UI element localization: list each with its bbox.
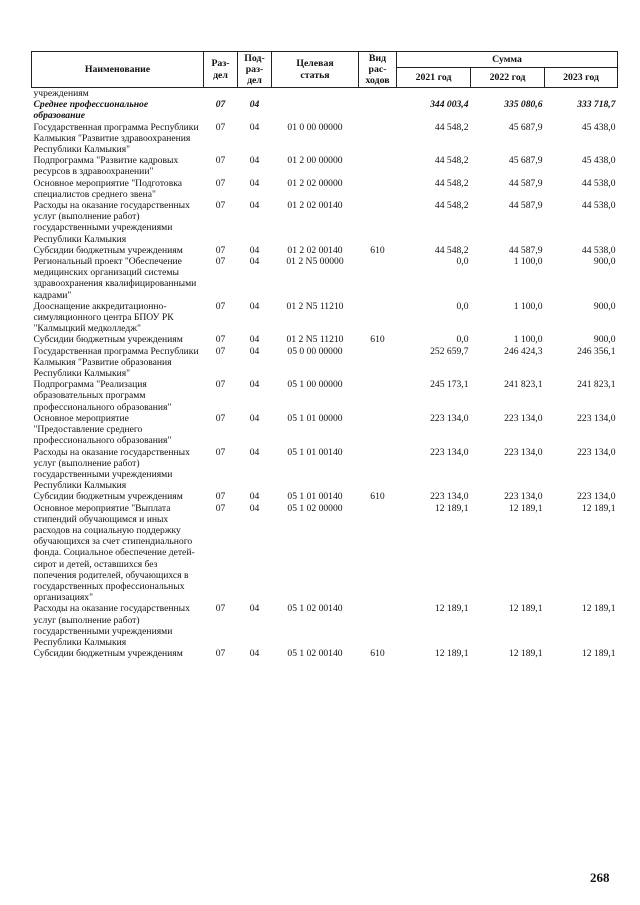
cell-vid-rashodov: 610: [370, 648, 385, 660]
cell-sum-2022: 12 189,1: [508, 648, 543, 660]
cell-sum-2022: 335 080,6: [504, 99, 543, 111]
cell-sum-2021: 44 548,2: [434, 121, 469, 133]
cell-podrazdel: [238, 88, 272, 100]
cell-sum-2022: 44 587,9: [508, 244, 543, 256]
cell-razdel: 07: [215, 177, 226, 189]
cell-razdel: 07: [215, 502, 226, 514]
cell-razdel: 07: [215, 345, 226, 357]
page-number: 268: [590, 870, 610, 885]
cell-celevaya-statya: 01 2 02 00140: [287, 244, 343, 256]
cell-celevaya-statya: 05 1 01 00140: [287, 491, 343, 503]
cell-sum-2023: 44 538,0: [581, 200, 616, 212]
cell-sum-2023: 333 718,7: [577, 99, 616, 111]
budget-table: [31, 51, 618, 659]
cell-vid-rashodov: [359, 346, 397, 380]
cell-name: Подпрограмма "Развитие кадровых ресурсов в здравоохранении": [33, 155, 179, 178]
header-celevaya-statya: Целевая статья: [272, 52, 359, 88]
cell-celevaya-statya: [272, 99, 359, 121]
header-year-2021: 2021 год: [397, 68, 471, 88]
cell-razdel: 07: [215, 334, 226, 346]
cell-vid-rashodov: [359, 379, 397, 413]
table-row: [32, 200, 618, 245]
cell-name: Субсидии бюджетным учреждениям: [33, 491, 183, 503]
cell-sum-2021: [397, 88, 471, 100]
cell-podrazdel: 04: [249, 446, 260, 458]
cell-sum-2022: 12 189,1: [508, 603, 543, 615]
cell-name: Региональный проект "Обеспечение медицинских организаций системы здравоохранения квалифицированными кадрами": [33, 256, 197, 301]
cell-podrazdel: 04: [249, 200, 260, 212]
cell-sum-2023: 246 356,1: [577, 345, 616, 357]
cell-celevaya-statya: 05 1 01 00140: [287, 446, 343, 458]
cell-sum-2021: 344 003,4: [430, 99, 469, 111]
cell-sum-2021: 245 173,1: [430, 379, 469, 391]
cell-sum-2023: 44 538,0: [581, 177, 616, 189]
cell-sum-2021: 44 548,2: [434, 244, 469, 256]
cell-sum-2023: 223 134,0: [577, 446, 616, 458]
table-row: [32, 178, 618, 200]
cell-sum-2021: 12 189,1: [434, 603, 469, 615]
cell-razdel: 07: [215, 155, 226, 167]
cell-vid-rashodov: [359, 155, 397, 177]
cell-vid-rashodov: [359, 99, 397, 121]
cell-razdel: 07: [215, 379, 226, 391]
cell-sum-2021: 44 548,2: [434, 155, 469, 167]
cell-vid-rashodov: [359, 178, 397, 200]
header-name: Наименование: [32, 52, 204, 88]
cell-sum-2023: 12 189,1: [581, 603, 616, 615]
header-razdel: Раз- дел: [204, 52, 238, 88]
cell-name: Подпрограмма "Реализация образовательных программ профессионального образования": [33, 379, 172, 413]
cell-podrazdel: 04: [249, 334, 260, 346]
cell-sum-2022: 44 587,9: [508, 177, 543, 189]
cell-name: Дооснащение аккредитационно-симуляционного центра БПОУ РК "Калмыцкий медколледж": [33, 300, 174, 335]
table-row: [32, 447, 618, 492]
cell-vid-rashodov: 610: [370, 334, 385, 346]
cell-vid-rashodov: [359, 256, 397, 301]
cell-celevaya-statya: 01 2 00 00000: [287, 155, 343, 167]
cell-sum-2023: 900,0: [593, 256, 616, 268]
cell-sum-2022: 45 687,9: [508, 155, 543, 167]
cell-vid-rashodov: [359, 88, 397, 100]
cell-sum-2022: 44 587,9: [508, 200, 543, 212]
table-row: [32, 491, 618, 502]
cell-sum-2021: 0,0: [456, 256, 469, 268]
cell-celevaya-statya: 05 1 02 00140: [287, 603, 343, 615]
cell-sum-2022: 246 424,3: [504, 345, 543, 357]
cell-sum-2023: 45 438,0: [581, 121, 616, 133]
cell-vid-rashodov: [359, 301, 397, 335]
cell-sum-2022: 241 823,1: [504, 379, 543, 391]
table-row: [32, 346, 618, 380]
cell-name: Субсидии бюджетным учреждениям: [33, 334, 183, 346]
cell-name: Среднее профессиональное образование: [33, 99, 149, 122]
header-year-2023: 2023 год: [545, 68, 618, 88]
cell-celevaya-statya: 01 0 00 00000: [287, 121, 343, 133]
cell-name: Государственная программа Республики Калмыкия "Развитие здравоохранения Республики Калмыкия": [33, 121, 199, 156]
cell-celevaya-statya: 01 2 N5 00000: [286, 256, 344, 268]
cell-vid-rashodov: [359, 603, 397, 648]
cell-sum-2021: 223 134,0: [430, 412, 469, 424]
cell-sum-2021: 12 189,1: [434, 648, 469, 660]
cell-name: учреждениям: [33, 88, 89, 99]
header-vid-rashodov: Вид рас- ходов: [359, 52, 397, 88]
cell-vid-rashodov: [359, 447, 397, 492]
cell-celevaya-statya: 01 2 N5 11210: [286, 334, 344, 346]
cell-razdel: 07: [215, 648, 226, 660]
cell-razdel: 07: [215, 446, 226, 458]
cell-sum-2022: 1 100,0: [513, 256, 543, 268]
cell-razdel: 07: [215, 121, 226, 133]
cell-vid-rashodov: [359, 413, 397, 447]
cell-sum-2022: 223 134,0: [504, 412, 543, 424]
cell-name: Расходы на оказание государственных услуг (выполнение работ) государственными учреждениями Республики Калмыкия: [33, 446, 190, 492]
cell-razdel: 07: [215, 300, 226, 312]
cell-vid-rashodov: [359, 503, 397, 604]
table-row: [32, 603, 618, 648]
table-row: [32, 301, 618, 335]
cell-razdel: 07: [215, 256, 226, 268]
cell-razdel: 07: [215, 491, 226, 503]
cell-podrazdel: 04: [249, 244, 260, 256]
cell-celevaya-statya: 01 2 02 00140: [287, 200, 343, 212]
table-row: [32, 648, 618, 659]
cell-sum-2021: 0,0: [456, 334, 469, 346]
cell-podrazdel: 04: [249, 603, 260, 615]
cell-name: Основное мероприятие "Предоставление среднего профессионального образования": [33, 412, 172, 447]
table-row: [32, 503, 618, 604]
cell-sum-2023: [545, 88, 618, 100]
cell-sum-2022: 12 189,1: [508, 502, 543, 514]
cell-razdel: 07: [215, 99, 226, 111]
cell-sum-2022: 1 100,0: [513, 334, 543, 346]
cell-name: Основное мероприятие "Выплата стипендий обучающимся и иных расходов на социальную поддержку обучающихся за счет стипендиального фонда. Социальное обеспечение детей-сирот и детей, оставшихся без попечения родителей, обучающихся в государственных профессиональных организациях": [33, 502, 195, 604]
table-row: [32, 379, 618, 413]
header-year-2022: 2022 год: [471, 68, 545, 88]
header-summa: Сумма: [397, 52, 618, 68]
cell-sum-2022: 1 100,0: [513, 300, 543, 312]
cell-razdel: [204, 88, 238, 100]
cell-celevaya-statya: 05 1 02 00140: [287, 648, 343, 660]
cell-celevaya-statya: 05 0 00 00000: [287, 345, 343, 357]
cell-sum-2023: 12 189,1: [581, 648, 616, 660]
cell-sum-2022: 223 134,0: [504, 491, 543, 503]
cell-sum-2022: [471, 88, 545, 100]
cell-sum-2021: 12 189,1: [434, 502, 469, 514]
cell-podrazdel: 04: [249, 491, 260, 503]
cell-name: Расходы на оказание государственных услуг (выполнение работ) государственными учреждениями Республики Калмыкия: [33, 200, 190, 245]
cell-razdel: 07: [215, 603, 226, 615]
table-row: [32, 122, 618, 156]
cell-podrazdel: 04: [249, 177, 260, 189]
cell-podrazdel: 04: [249, 300, 260, 312]
cell-sum-2023: 223 134,0: [577, 491, 616, 503]
cell-name: Субсидии бюджетным учреждениям: [33, 648, 183, 660]
cell-sum-2023: 900,0: [593, 334, 616, 346]
table-header: [32, 52, 618, 88]
cell-sum-2023: 223 134,0: [577, 412, 616, 424]
table-row: [32, 413, 618, 447]
cell-vid-rashodov: 610: [370, 491, 385, 503]
cell-podrazdel: 04: [249, 121, 260, 133]
cell-sum-2021: 223 134,0: [430, 491, 469, 503]
table-row: [32, 99, 618, 121]
cell-podrazdel: 04: [249, 155, 260, 167]
table-row: [32, 88, 618, 100]
cell-razdel: 07: [215, 412, 226, 424]
cell-sum-2021: 44 548,2: [434, 177, 469, 189]
cell-podrazdel: 04: [249, 502, 260, 514]
cell-celevaya-statya: 05 1 01 00000: [287, 412, 343, 424]
table-body: [32, 88, 618, 660]
cell-sum-2023: 241 823,1: [577, 379, 616, 391]
cell-sum-2022: 223 134,0: [504, 446, 543, 458]
cell-podrazdel: 04: [249, 99, 260, 111]
cell-sum-2023: 900,0: [593, 300, 616, 312]
cell-vid-rashodov: 610: [370, 244, 385, 256]
cell-sum-2021: 0,0: [456, 300, 469, 312]
cell-podrazdel: 04: [249, 648, 260, 660]
cell-sum-2021: 44 548,2: [434, 200, 469, 212]
table-row: [32, 245, 618, 256]
cell-celevaya-statya: 05 1 00 00000: [287, 379, 343, 391]
cell-sum-2021: 252 659,7: [430, 345, 469, 357]
cell-name: Государственная программа Республики Калмыкия "Развитие образования Республики Калмыкия": [33, 345, 199, 380]
cell-celevaya-statya: 05 1 02 00000: [287, 502, 343, 514]
cell-podrazdel: 04: [249, 412, 260, 424]
header-podrazdel: Под- раз- дел: [238, 52, 272, 88]
table-row: [32, 256, 618, 301]
cell-name: Расходы на оказание государственных услуг (выполнение работ) государственными учреждениями Республики Калмыкия: [33, 603, 190, 648]
cell-name: Основное мероприятие "Подготовка специалистов среднего звена": [33, 177, 183, 200]
cell-celevaya-statya: 01 2 02 00000: [287, 177, 343, 189]
cell-razdel: 07: [215, 200, 226, 212]
cell-name: Субсидии бюджетным учреждениям: [33, 244, 183, 256]
cell-vid-rashodov: [359, 200, 397, 245]
cell-celevaya-statya: [272, 88, 359, 100]
cell-sum-2023: 12 189,1: [581, 502, 616, 514]
cell-sum-2021: 223 134,0: [430, 446, 469, 458]
cell-sum-2023: 45 438,0: [581, 155, 616, 167]
cell-sum-2022: 45 687,9: [508, 121, 543, 133]
table-row: [32, 155, 618, 177]
cell-celevaya-statya: 01 2 N5 11210: [286, 300, 344, 312]
cell-podrazdel: 04: [249, 345, 260, 357]
cell-podrazdel: 04: [249, 256, 260, 268]
cell-vid-rashodov: [359, 122, 397, 156]
cell-sum-2023: 44 538,0: [581, 244, 616, 256]
cell-razdel: 07: [215, 244, 226, 256]
cell-podrazdel: 04: [249, 379, 260, 391]
table-row: [32, 334, 618, 345]
